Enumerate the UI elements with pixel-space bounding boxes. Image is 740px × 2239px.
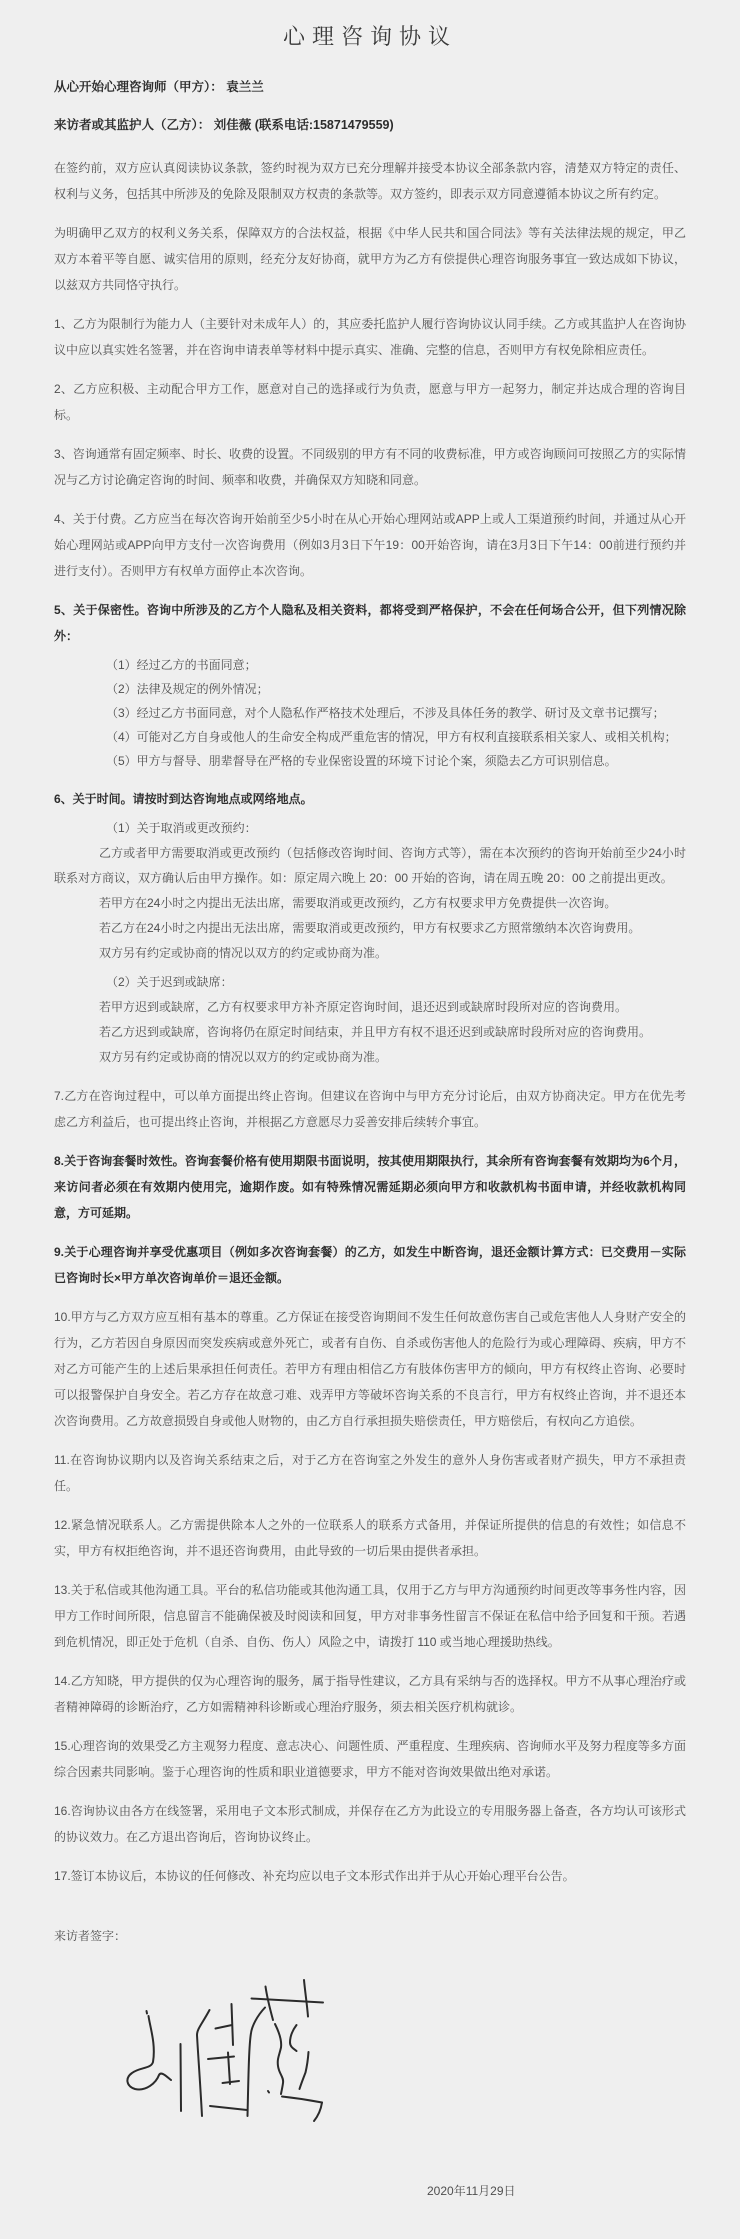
- clause-6-sub-2-para-2: 若乙方迟到或缺席，咨询将仍在原定时间结束，并且甲方有权不退还迟到或缺席时段所对应的咨询费用。: [99, 1025, 652, 1039]
- clause-6-sub-1-para-3: 若乙方在24小时之内提出无法出席，需要取消或更改预约，甲方有权要求乙方照常缴纳本次咨询费用。: [99, 921, 641, 935]
- page-title: 心理咨询协议: [282, 24, 457, 49]
- clause-9: 9.关于心理咨询并享受优惠项目（例如多次咨询套餐）的乙方，如发生中断咨询，退还金额计算方式：已交费用－实际已咨询时长×甲方单次咨询单价＝退还金额。: [54, 1245, 686, 1285]
- clause-6-sub-2-heading: （2）关于迟到或缺席：: [106, 975, 233, 989]
- clause-5-item-1: （1）经过乙方的书面同意；: [106, 658, 257, 672]
- clause-6-sub-1-heading: （1）关于取消或更改预约：: [106, 821, 257, 835]
- intro-paragraph-1: 在签约前，双方应认真阅读协议条款，签约时视为双方已充分理解并接受本协议全部条款内容，清楚双方特定的责任、权利与义务，包括其中所涉及的免除及限制双方权责的条款等。双方签约，即表示双方同意遵循本协议之所有约定。: [54, 161, 686, 201]
- clause-5-items: [54, 653, 686, 773]
- handwritten-signature: [126, 1979, 326, 2124]
- intro-paragraph-2: 为明确甲乙双方的权利义务关系，保障双方的合法权益，根据《中华人民共和国合同法》等有关法律法规的规定，甲乙双方本着平等自愿、诚实信用的原则，经充分友好协商，就甲方为乙方有偿提供心理咨询服务事宜一致达成如下协议，以兹双方共同恪守执行。: [54, 226, 686, 292]
- clause-5-item-3: （3）经过乙方书面同意，对个人隐私作严格技术处理后，不涉及具体任务的教学、研讨及文章书记撰写；: [106, 706, 665, 720]
- signature-date: 2020年11月29日: [427, 2184, 516, 2198]
- clause-4: 4、关于付费。乙方应当在每次咨询开始前至少5小时在从心开始心理网站或APP上或人工渠道预约时间，并通过从心开始心理网站或APP向甲方支付一次咨询费用（例如3月3日下午19：00开始咨询，请在3月3日下午14：00前进行预约并进行支付）。否则甲方有权单方面停止本次咨询。: [54, 512, 686, 578]
- clause-6-sub-2: [54, 970, 686, 1070]
- clause-6-sub-1-para-1: 乙方或者甲方需要取消或更改预约（包括修改咨询时间、咨询方式等），需在本次预约的咨询开始前至少24小时联系对方商议，双方确认后由甲方操作。如：原定周六晚上 20：00 开始的咨询，请在周五晚 20：00 之前提出更改。: [54, 846, 686, 885]
- clause-17: 17.签订本协议后，本协议的任何修改、补充均应以电子文本形式作出并于从心开始心理平台公告。: [54, 1869, 575, 1883]
- clause-5-heading: 5、关于保密性。咨询中所涉及的乙方个人隐私及相关资料，都将受到严格保护，不会在任何场合公开，但下列情况除外：: [54, 603, 686, 643]
- clause-6-sub-2-para-1: 若甲方迟到或缺席，乙方有权要求甲方补齐原定咨询时间，退还迟到或缺席时段所对应的咨询费用。: [99, 1000, 628, 1014]
- clause-6-heading: 6、关于时间。请按时到达咨询地点或网络地点。: [54, 792, 313, 806]
- clause-6-sub-1: [54, 816, 686, 966]
- clause-5-item-4: （4）可能对乙方自身或他人的生命安全构成严重危害的情况，甲方有权利直接联系相关家人、或相关机构；: [106, 730, 677, 744]
- clause-3: 3、咨询通常有固定频率、时长、收费的设置。不同级别的甲方有不同的收费标准，甲方或咨询顾问可按照乙方的实际情况与乙方讨论确定咨询的时间、频率和收费，并确保双方知晓和同意。: [54, 447, 686, 487]
- clause-10: 10.甲方与乙方双方应互相有基本的尊重。乙方保证在接受咨询期间不发生任何故意伤害自己或危害他人人身财产安全的行为，乙方若因自身原因而突发疾病或意外死亡，或者有自伤、自杀或伤害他人的危险行为或心理障碍、疾病，甲方不对乙方可能产生的上述后果承担任何责任。若甲方有理由相信乙方有肢体伤害甲方的倾向，甲方有权终止咨询、必要时可以报警保护自身安全。若乙方存在故意刁难、戏弄甲方等破坏咨询关系的不良言行，甲方有权终止咨询，并不退还本次咨询费用。乙方故意损毁自身或他人财物的，由乙方自行承担损失赔偿责任，甲方赔偿后，有权向乙方追偿。: [54, 1310, 686, 1428]
- clause-12: 12.紧急情况联系人。乙方需提供除本人之外的一位联系人的联系方式备用，并保证所提供的信息的有效性；如信息不实，甲方有权拒绝咨询，并不退还咨询费用，由此导致的一切后果由提供者承担。: [54, 1518, 686, 1558]
- clause-15: 15.心理咨询的效果受乙方主观努力程度、意志决心、问题性质、严重程度、生理疾病、咨询师水平及努力程度等多方面综合因素共同影响。鉴于心理咨询的性质和职业道德要求，甲方不能对咨询效果做出绝对承诺。: [54, 1739, 686, 1779]
- clause-6-sub-1-para-2: 若甲方在24小时之内提出无法出席，需要取消或更改预约，乙方有权要求甲方免费提供一次咨询。: [99, 896, 617, 910]
- clause-11: 11.在咨询协议期内以及咨询关系结束之后，对于乙方在咨询室之外发生的意外人身伤害或者财产损失，甲方不承担责任。: [54, 1453, 686, 1493]
- clause-7: 7.乙方在咨询过程中，可以单方面提出终止咨询。但建议在咨询中与甲方充分讨论后，由双方协商决定。甲方在优先考虑乙方利益后，也可提出终止咨询，并根据乙方意愿尽力妥善安排后续转介事宜。: [54, 1089, 686, 1129]
- party-b-line: 来访者或其监护人（乙方）： 刘佳薇 (联系电话:15871479559): [54, 118, 394, 132]
- clause-8: 8.关于咨询套餐时效性。咨询套餐价格有使用期限书面说明，按其使用期限执行，其余所有咨询套餐有效期均为6个月，来访问者必须在有效期内使用完，逾期作废。如有特殊情况需延期必须向甲方和收款机构书面申请，并经收款机构同意，方可延期。: [54, 1154, 686, 1220]
- clause-2: 2、乙方应积极、主动配合甲方工作，愿意对自己的选择或行为负责，愿意与甲方一起努力，制定并达成合理的咨询目标。: [54, 382, 686, 422]
- clause-14: 14.乙方知晓，甲方提供的仅为心理咨询的服务，属于指导性建议，乙方具有采纳与否的选择权。甲方不从事心理治疗或者精神障碍的诊断治疗，乙方如需精神科诊断或心理治疗服务，须去相关医疗机构就诊。: [54, 1674, 686, 1714]
- clause-13: 13.关于私信或其他沟通工具。平台的私信功能或其他沟通工具，仅用于乙方与甲方沟通预约时间更改等事务性内容，因甲方工作时间所限，信息留言不能确保被及时阅读和回复，甲方对非事务性留言不保证在私信中给予回复和干预。若遇到危机情况，即正处于危机（自杀、自伤、伤人）风险之中，请拨打 110 或当地心理援助热线。: [54, 1583, 686, 1649]
- party-a-line: 从心开始心理咨询师（甲方）： 袁兰兰: [54, 80, 264, 94]
- clause-6-sub-1-para-4: 双方另有约定或协商的情况以双方的约定或协商为准。: [99, 946, 388, 960]
- clause-5-item-5: （5）甲方与督导、朋辈督导在严格的专业保密设置的环境下讨论个案，须隐去乙方可识别信息。: [106, 754, 617, 768]
- clause-6-sub-2-para-3: 双方另有约定或协商的情况以双方的约定或协商为准。: [99, 1050, 388, 1064]
- clause-16: 16.咨询协议由各方在线签署，采用电子文本形式制成，并保存在乙方为此设立的专用服务器上备查，各方均认可该形式的协议效力。在乙方退出咨询后，咨询协议终止。: [54, 1804, 686, 1844]
- visitor-signature-label: 来访者签字：: [54, 1929, 127, 1943]
- clause-1: 1、乙方为限制行为能力人（主要针对未成年人）的，其应委托监护人履行咨询协议认同手续。乙方或其监护人在咨询协议中应以真实姓名签署，并在咨询申请表单等材料中提示真实、准确、完整的信息，否则甲方有权免除相应责任。: [54, 317, 686, 357]
- clause-5-item-2: （2）法律及规定的例外情况；: [106, 682, 269, 696]
